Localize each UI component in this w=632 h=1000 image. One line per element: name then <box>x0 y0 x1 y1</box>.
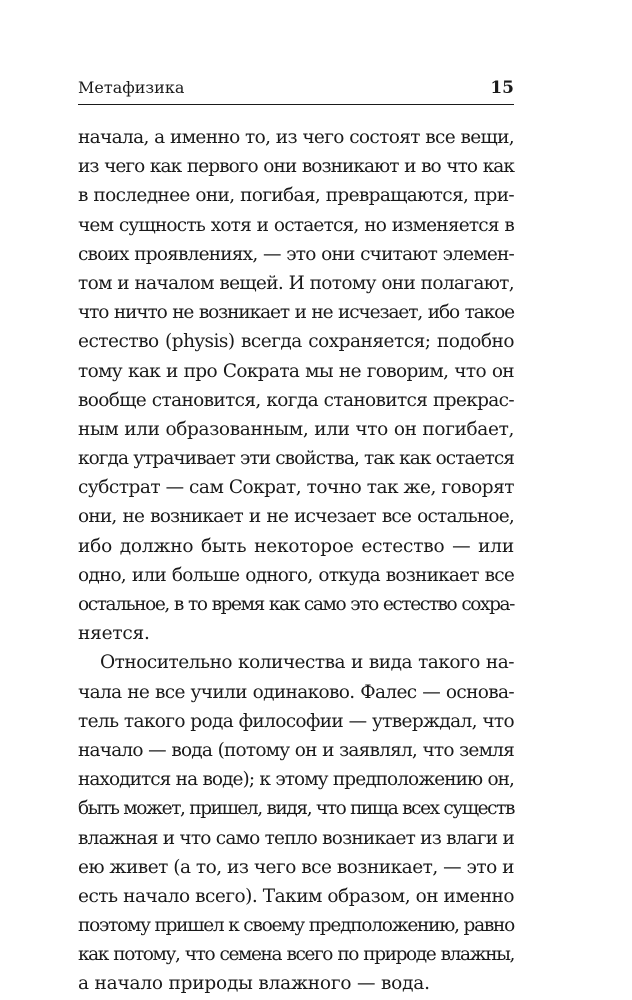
text-line: ным или образованным, или что он погибает, <box>78 418 514 440</box>
text-line: поэтому пришел к своему предположению, равно <box>78 915 514 937</box>
text-line: в последнее они, погибая, превращаются, при- <box>78 185 514 207</box>
text-line: начала, а именно то, из чего состоят все вещи, <box>78 127 514 148</box>
page-number: 15 <box>490 78 514 98</box>
text-line: как потому, что семена всего по природе влажны, <box>78 944 514 966</box>
text-line: начало — вода (потому он и заявлял, что земля <box>78 739 514 761</box>
paragraph <box>78 648 514 998</box>
text-line: чем сущность хотя и остается, но изменяется в <box>78 214 514 236</box>
book-page <box>78 78 514 999</box>
text-line: вообще становится, когда становится прекрас- <box>78 389 514 411</box>
text-line: что ничто не возникает и не исчезает, ибо такое <box>78 302 514 324</box>
header-rule <box>78 104 514 105</box>
text-line: естество (physis) всегда сохраняется; подобно <box>78 331 514 353</box>
text-line: быть может, пришел, видя, что пища всех существ <box>78 798 514 820</box>
text-line: когда утрачивает эти свойства, так как остается <box>78 448 514 470</box>
text-line: том и началом вещей. И потому они полагают, <box>78 272 514 294</box>
text-line: а начало природы влажного — вода. <box>78 973 430 995</box>
text-line: они, не возникает и не исчезает все остальное, <box>78 506 514 528</box>
text-line: няется. <box>78 623 150 645</box>
text-line: одно, или больше одного, откуда возникает все <box>78 564 514 586</box>
text-line: находится на воде); к этому предположению он, <box>78 769 514 791</box>
paragraph <box>78 123 514 648</box>
text-line: ибо должно быть некоторое естество — или <box>78 535 514 557</box>
text-line: тель такого рода философии — утверждал, что <box>78 710 514 732</box>
text-line: ею живет (а то, из чего все возникает, — это и <box>78 856 514 878</box>
text-line: влажная и что само тепло возникает из влаги и <box>78 827 514 849</box>
text-line: своих проявлениях, — это они считают элемен- <box>78 243 514 265</box>
text-line: Относительно количества и вида такого на- <box>100 652 514 674</box>
body-text <box>78 123 514 999</box>
text-line: тому как и про Сократа мы не говорим, что он <box>78 360 514 382</box>
text-line: субстрат — сам Сократ, точно так же, говорят <box>78 477 514 499</box>
text-line: чала не все учили одинаково. Фалес — основа- <box>78 681 514 703</box>
text-line: остальное, в то время как само это естество сохра- <box>78 594 514 615</box>
running-header <box>78 78 514 100</box>
running-title: Метафизика <box>78 78 185 97</box>
text-line: есть начало всего). Таким образом, он именно <box>78 885 514 907</box>
text-line: из чего как первого они возникают и во что как <box>78 156 514 178</box>
